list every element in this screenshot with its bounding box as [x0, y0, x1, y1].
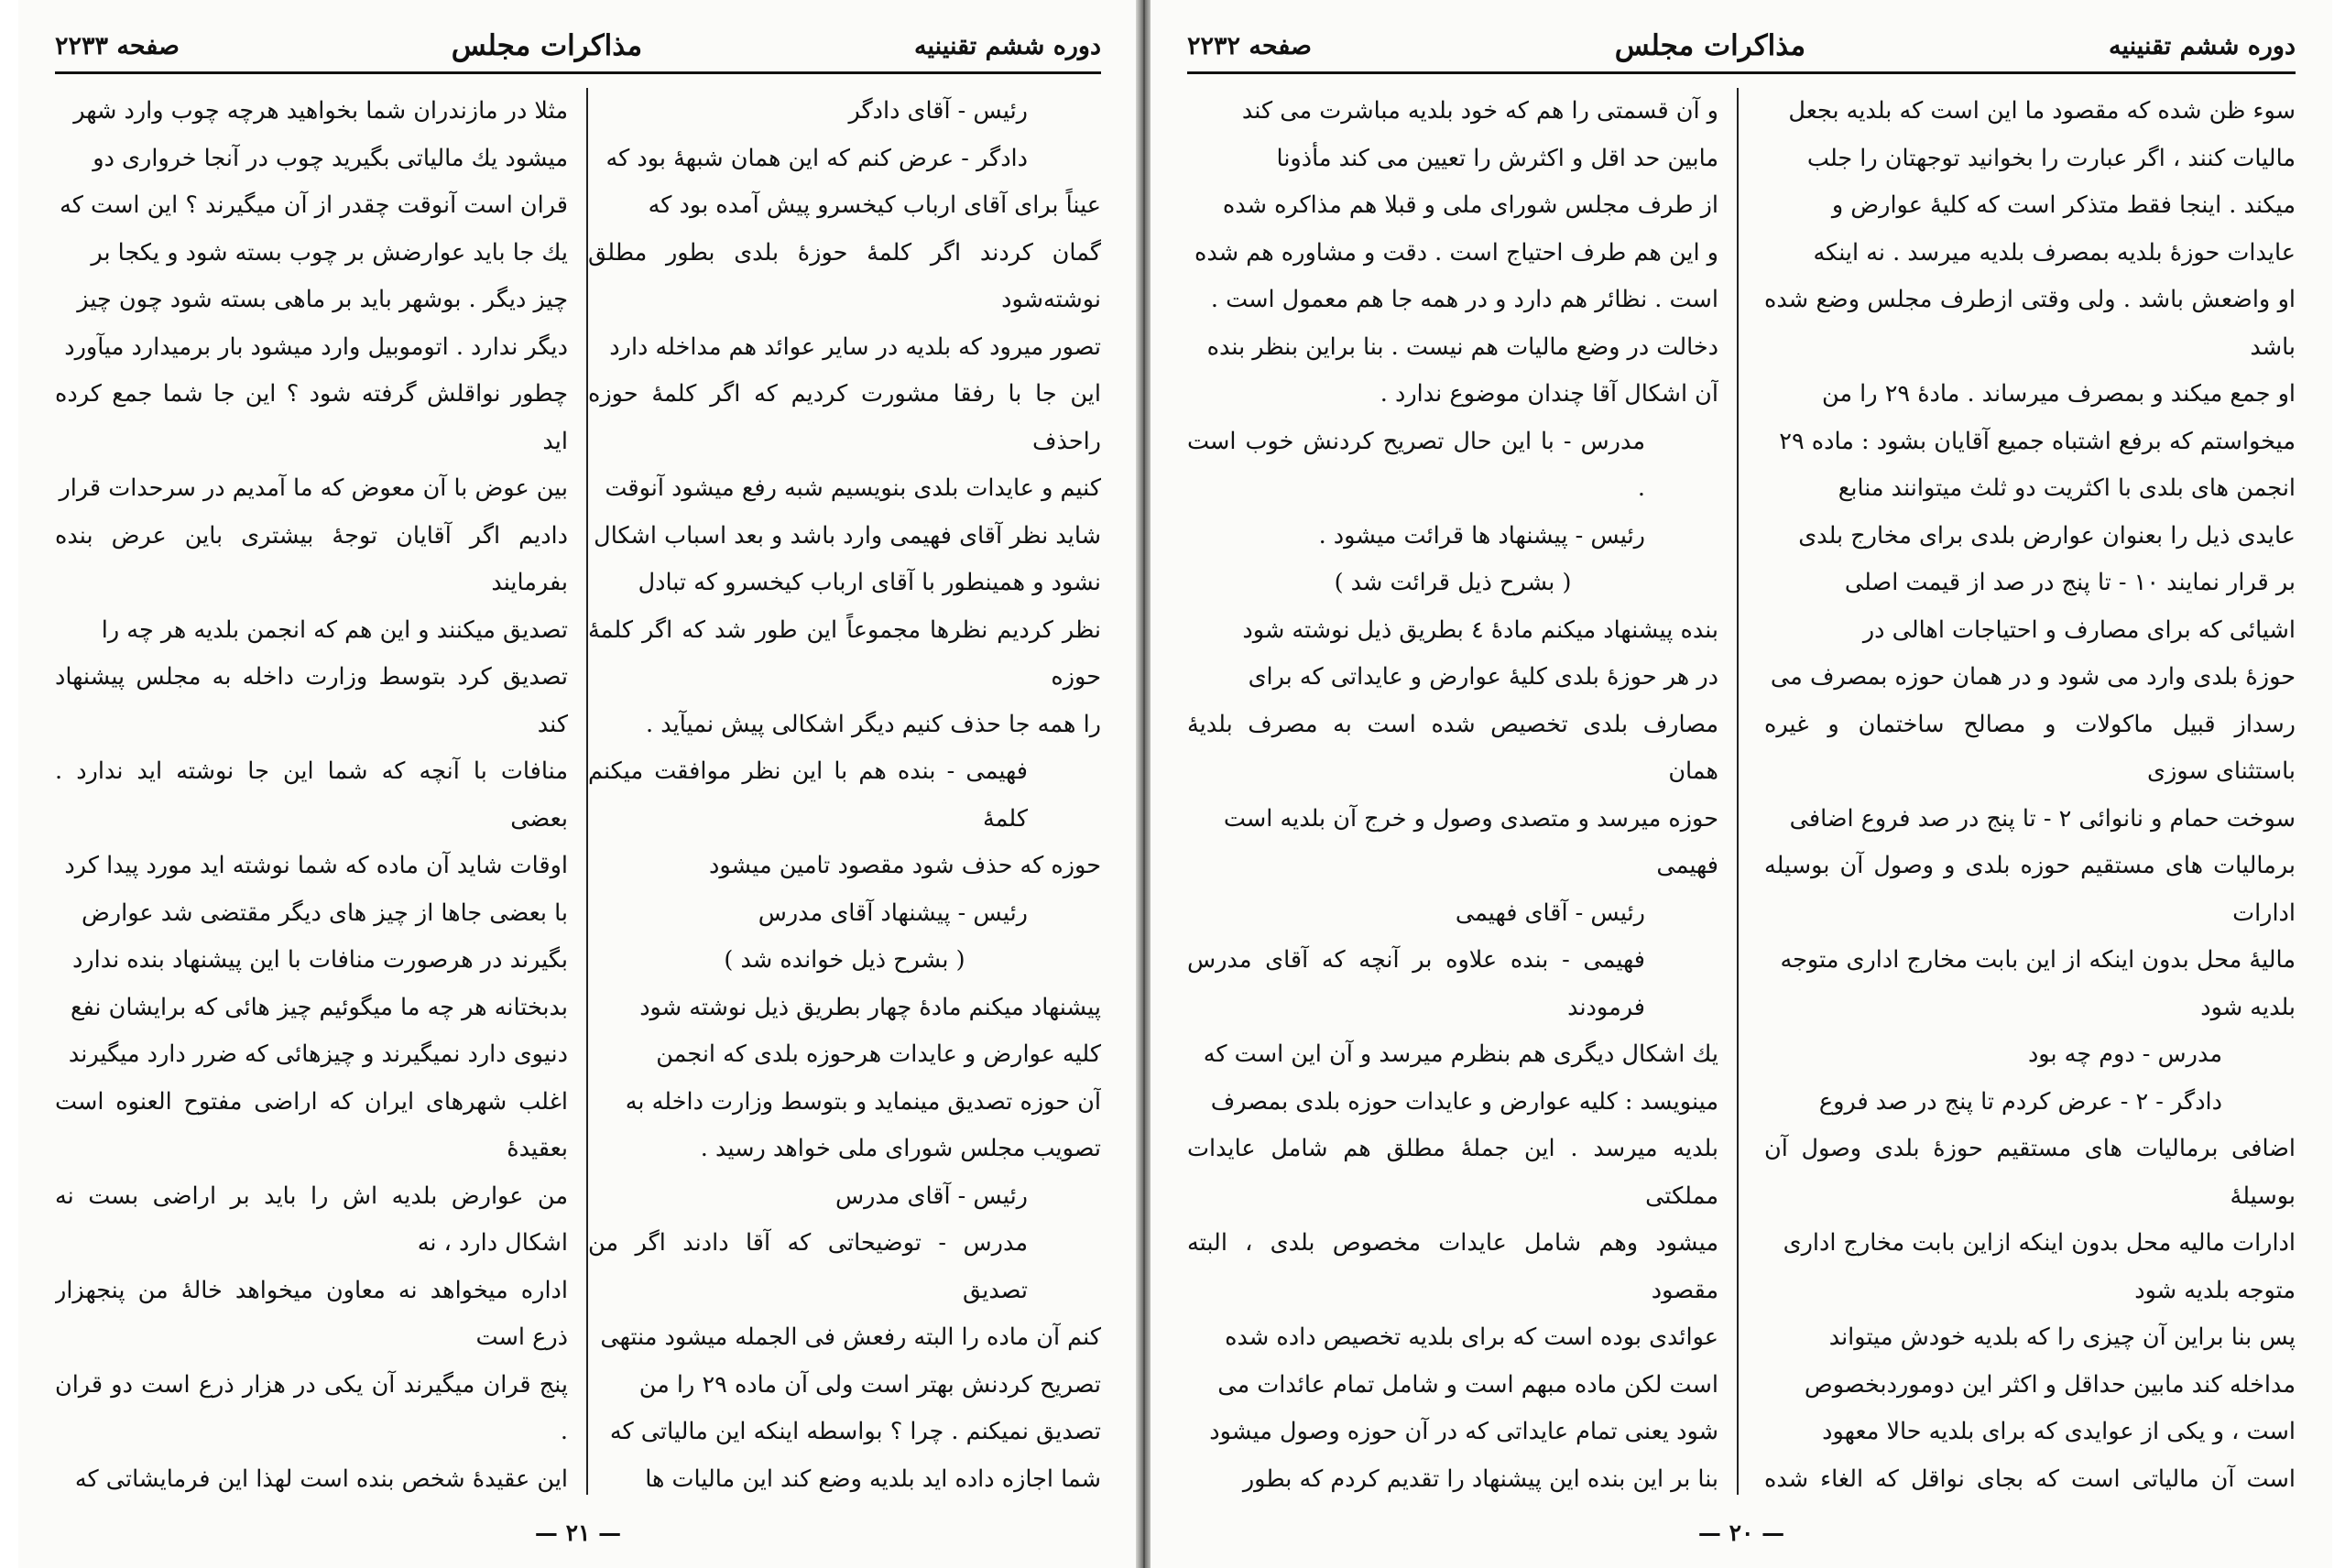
text-line: حوزه که حذف شود مقصود تامین میشود [709, 852, 1101, 879]
text-line: رئیس - آقای دادگر [848, 97, 1028, 125]
text-line: میخواستم که برفع اشتباه جمیع آقایان بشود : ماده ۲۹ [1779, 427, 2296, 455]
text-line: اشیائی که برای مصارف و احتیاجات اهالی در [1862, 615, 2296, 644]
right-page-number: صفحه ۲۲۳۲ [1187, 31, 1312, 60]
text-line: در هر حوزهٔ بلدی کلیهٔ عوارض و عایداتی که برای [1248, 663, 1718, 691]
text-line: از طرف مجلس شورای ملی و قبلا هم مذاکره شده [1222, 191, 1718, 219]
text-line: فهیمی [1656, 852, 1718, 879]
text-line: اداره میخواهد نه معاون میخواهد خالهٔ من پنجهزار ذرع است [55, 1276, 568, 1351]
left-page [18, 0, 1138, 1568]
text-line: بر قرار نمایند ۱۰ - تا پنج در صد از قیمت اصلی [1844, 569, 2296, 596]
text-line: مدرس - توضیحاتی که آقا دادند اگر من تصدیق [588, 1229, 1028, 1304]
text-line: فهیمی - بنده هم با این نظر موافقت میکنم کلمهٔ [588, 757, 1028, 833]
text-line: برمالیات های مستقیم حوزه بلدی و وصول آن بوسیله ادارات [1764, 852, 2296, 927]
text-line: است . نظائر هم دارد و در همه جا هم معمول است . [1210, 286, 1718, 313]
text-line: میشود یك مالیاتی بگیرید چوب در آنجا خرواری دو [93, 144, 568, 172]
text-line: مالیهٔ محل بدون اینکه از این بابت مخارج اداری متوجه [1780, 946, 2296, 974]
text-line: یك اشکال دیگری هم بنظرم میرسد و آن این است که [1203, 1040, 1718, 1068]
text-line: سوخت حمام و نانوائی ۲ - تا پنج در صد فروع اضافی [1789, 804, 2296, 833]
text-line: رسداز قبیل ماکولات و مصالح ساختمان و غیره باستثنای سوزی [1764, 710, 2296, 785]
text-line: چیز دیگر . بوشهر باید بر ماهی بسته شود چون چیز [77, 286, 568, 313]
text-line: کنیم و عایدات بلدی بنویسیم شبه رفع میشود آنوقت [605, 474, 1101, 502]
text-line: دنیوی دارد نمیگیرند و چیزهائی که ضرر دارد میگیرند [68, 1040, 568, 1068]
text-line: پنج قران میگیرند آن یکی در هزار ذرع است دو قران . [55, 1370, 568, 1445]
text-line: است لکن ماده مبهم است و شامل تمام عائدات می [1217, 1370, 1718, 1399]
text-line: میکند . اینجا فقط متذکر است که کلیهٔ عوارض و [1831, 191, 2296, 219]
text-line: را همه جا حذف کنیم دیگر اشکالی پیش نمیآید . [646, 710, 1101, 738]
right-page-header [1187, 24, 2296, 68]
text-line: اوقات شاید آن ماده که شما نوشته اید مورد پیدا کرد [64, 852, 568, 879]
text-line: است ، و یکی از عوایدی که برای بلدیه حالا معهود [1822, 1418, 2296, 1445]
text-line: حوزهٔ بلدی وارد می شود و در همان حوزه بمصرف می [1770, 663, 2296, 691]
text-line: مداخله کند مابین حداقل و اکثر این دوموردبخصوص [1804, 1370, 2296, 1399]
text-line: او واضعش باشد . ولی وقتی ازطرف مجلس وضع شده باشد [1764, 286, 2296, 361]
text-line: بلدیه شود [2200, 993, 2296, 1021]
left-header-rule [55, 71, 1101, 74]
text-line: پس بنا براین آن چیزی را که بلدیه خودش میتواند [1828, 1323, 2296, 1351]
text-line: اضافی برمالیات های مستقیم حوزهٔ بلدی وصول آن بوسیلهٔ [1764, 1135, 2296, 1210]
text-line: رئیس - آقای مدرس [834, 1181, 1028, 1210]
text-line: تصدیق میکنند و این هم که انجمن بلدیه هر چه را [101, 615, 568, 644]
text-line: عوائدی بوده است که برای بلدیه تخصیص داده شده [1225, 1323, 1718, 1351]
right-column-divider [1737, 88, 1739, 1495]
text-line: کنم آن ماده را البته رفعش فی الجمله میشود منتهی [600, 1323, 1101, 1351]
text-line: مدرس - با این حال تصریح کردنش خوب است . [1187, 427, 1645, 502]
text-line: و این هم طرف احتیاج است . دقت و مشاوره هم شده [1194, 238, 1718, 267]
text-line: دادیم اگر آقایان توجهٔ بیشتری باین عرض بنده بفرمایند [55, 521, 568, 596]
text-line: و آن قسمتی را هم که خود بلدیه مباشرت می کند [1241, 97, 1718, 125]
text-line: آن حوزه تصدیق مینماید و بتوسط وزارت داخله به [625, 1087, 1101, 1116]
text-line: حوزه میرسد و متصدی وصول و خرج آن بلدیه است [1223, 804, 1718, 833]
text-line: است آن مالیاتی است که بجای نواقل که الغاء شده [1764, 1465, 2296, 1493]
text-line: شما اجازه داده اید بلدیه وضع کند این مالیات ها [645, 1465, 1101, 1493]
text-line: عیناً برای آقای ارباب کیخسرو پیش آمده بود که [648, 191, 1101, 219]
text-line: مالیات کنند ، اگر عبارت را بخوانید توجهتان را جلب [1806, 144, 2296, 172]
right-header-rule [1187, 71, 2296, 74]
text-line: ( بشرح ذیل خوانده شد ) [724, 946, 965, 974]
text-line: دادگر - عرض کنم که این همان شبههٔ بود که [605, 144, 1028, 172]
text-line: مابین حد اقل و اکثرش را تعیین می کند مأذونا [1276, 144, 1718, 172]
text-line: رئیس - پیشنهاد آقای مدرس [758, 898, 1028, 927]
right-session-label: دوره ششم تقنینیه [2109, 31, 2296, 60]
text-line: بلدیه میرسد . این جملهٔ مطلق هم شامل عایدات مملکتی [1187, 1135, 1718, 1210]
text-line: تصدیق کرد بتوسط وزارت داخله به مجلس پیشنهاد کند [55, 663, 568, 738]
text-line: بنا بر این بنده این پیشنهاد را تقدیم کردم که بطور [1242, 1465, 1718, 1493]
right-page [1151, 0, 2332, 1568]
left-column-right [588, 88, 1101, 1495]
text-line: او جمع میکند و بمصرف میرساند . مادهٔ ۲۹ را من [1822, 380, 2296, 408]
text-line: دادگر - ۲ - عرض کردم تا پنج در صد فروع [1818, 1087, 2222, 1116]
text-line: منافات با آنچه که شما این جا نوشته اید ندارد . بعضی [55, 757, 568, 833]
text-line: ادارات مالیه محل بدون اینکه ازاین بابت مخارج اداری [1783, 1229, 2296, 1257]
text-line: فهیمی - بنده علاوه بر آنچه که آقای مدرس فرمودند [1187, 946, 1645, 1021]
text-line: بگیرند در هرصورت منافات با این پیشنهاد بنده ندارد [71, 946, 568, 974]
left-header-title: مذاکرات مجلس [451, 29, 643, 62]
text-line: کلیه عوارض و عایدات هرحوزه بلدی که انجمن [656, 1040, 1101, 1068]
right-page-footer: — ۲۰ — [1697, 1519, 1785, 1546]
text-line: ( بشرح ذیل قرائت شد ) [1334, 569, 1572, 596]
text-line: اغلب شهرهای ایران که اراضی مفتوح العنوه است بعقیدهٔ [55, 1087, 568, 1162]
text-line: میشود وهم شامل عایدات مخصوص بلدی ، البته مقصود [1187, 1229, 1718, 1304]
right-column-left [1187, 88, 1718, 1495]
text-line: بنده پیشنهاد میکنم مادهٔ ٤ بطریق ذیل نوشته شود [1242, 615, 1718, 644]
text-line: نظر کردیم نظرها مجموعاً این طور شد که اگر کلمهٔ حوزه [588, 615, 1101, 691]
text-line: سوء ظن شده که مقصود ما این است که بلدیه بجعل [1788, 97, 2296, 125]
text-line: نشود و همینطور با آقای ارباب کیخسرو که تبادل [638, 569, 1101, 596]
text-line: پیشنهاد میکنم مادهٔ چهار بطریق ذیل نوشته شود [639, 993, 1101, 1021]
text-line: این عقیدهٔ شخص بنده است لهذا این فرمایشاتی که [74, 1465, 568, 1493]
text-line: یك جا باید عوارضش بر چوب بسته شود و یکجا بر [91, 238, 568, 267]
text-line: قران است آنوقت چقدر از آن میگیرند ؟ این است که [60, 191, 568, 219]
text-line: بدبختانه هر چه ما میگوئیم چیز هائی که برایشان نفع [70, 993, 568, 1021]
left-session-label: دوره ششم تقنینیه [914, 31, 1101, 60]
text-line: با بعضی جاها از چیز های دیگر مقتضی شد عوارض [81, 898, 568, 927]
left-page-header [55, 24, 1101, 68]
text-line: مدرس - دوم چه بود [2027, 1040, 2222, 1068]
left-page-number: صفحه ۲۲۳۳ [55, 31, 180, 60]
text-line: تصویب مجلس شورای ملی خواهد رسید . [700, 1135, 1101, 1162]
text-line: شاید نظر آقای فهیمی وارد باشد و بعد اسباب اشکال [594, 521, 1101, 550]
text-line: متوجه بلدیه شود [2134, 1276, 2296, 1304]
text-line: عایدی ذیل را بعنوان عوارض بلدی برای مخارج بلدی [1798, 521, 2296, 550]
text-line: تصریح کردنش بهتر است ولی آن ماده ۲۹ را من [638, 1370, 1101, 1399]
text-line: تصور میرود که بلدیه در سایر عوائد هم مداخله دارد [609, 332, 1101, 361]
left-page-footer: — ۲۱ — [534, 1519, 622, 1546]
left-column-divider [586, 88, 588, 1495]
text-line: بین عوض با آن معوض که ما آمدیم در سرحدات قرار [59, 474, 568, 502]
text-line: مینویسد : کلیه عوارض و عایدات حوزه بلدی بمصرف [1210, 1087, 1718, 1116]
text-line: تصدیق نمیکنم . چرا ؟ بواسطه اینکه این مالیاتی که [609, 1418, 1101, 1445]
text-line: این جا با رفقا مشورت کردیم که اگر کلمهٔ حوزه راحذف [588, 380, 1101, 455]
right-header-title: مذاکرات مجلس [1614, 29, 1806, 62]
text-line: دیگر ندارد . اتوموبیل وارد میشود بار برمیدارد میآورد [64, 332, 568, 361]
text-line: مثلا در مازندران شما بخواهید هرچه چوب وارد شهر [73, 97, 568, 125]
text-line: آن اشکال آقا چندان موضوع ندارد . [1380, 380, 1718, 408]
text-line: رئیس - آقای فهیمی [1455, 898, 1645, 927]
right-column-right [1764, 88, 2296, 1495]
text-line: رئیس - پیشنهاد ها قرائت میشود . [1318, 521, 1645, 550]
text-line: چطور نواقلش گرفته شود ؟ این جا شما جمع کرده اید [55, 380, 568, 455]
text-line: گمان کردند اگر کلمهٔ حوزهٔ بلدی بطور مطلق نوشته‌شود [588, 238, 1101, 313]
text-line: شود یعنی تمام عایداتی که در آن حوزه وصول میشود [1209, 1418, 1718, 1445]
text-line: دخالت در وضع مالیات هم نیست . بنا براین بنظر بنده [1206, 332, 1718, 361]
text-line: عایدات حوزهٔ بلدیه بمصرف بلدیه میرسد . نه اینکه [1813, 238, 2296, 267]
text-line: انجمن های بلدی با اکثریت دو ثلث میتوانند منابع [1838, 474, 2296, 502]
left-column-left [55, 88, 568, 1495]
text-line: مصارف بلدی تخصیص شده است به مصرف بلدیهٔ همان [1187, 710, 1718, 785]
text-line: من عوارض بلدیه اش را باید بر اراضی بست نه اشکال دارد ، نه [55, 1181, 568, 1257]
